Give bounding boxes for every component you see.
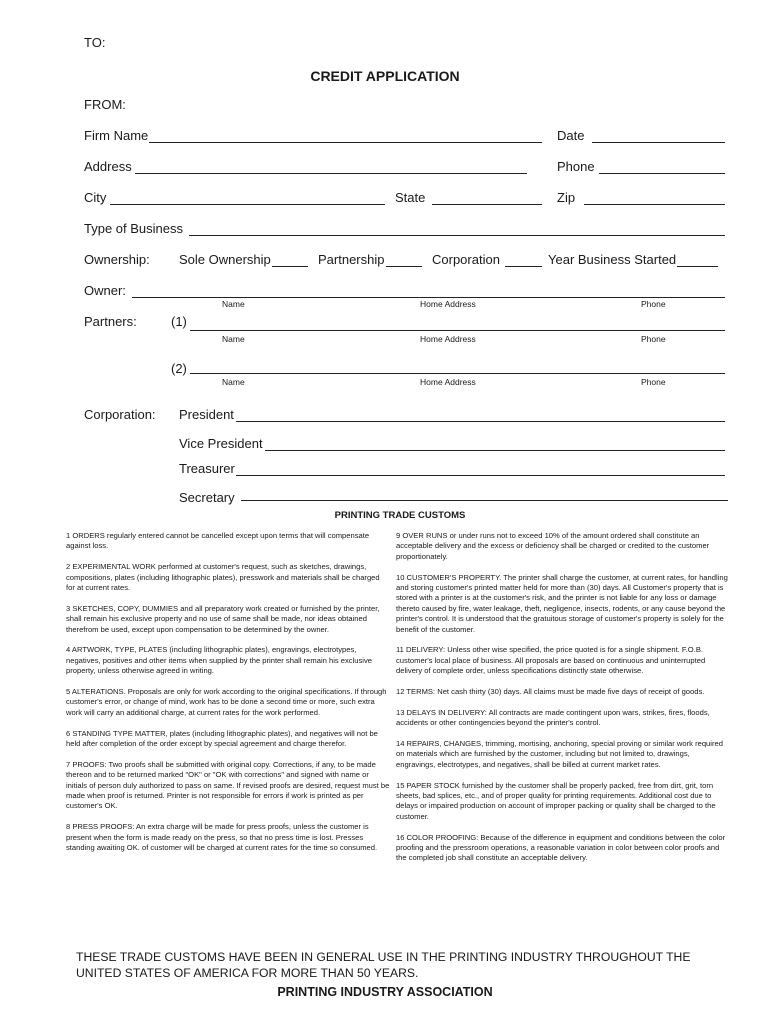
custom-item-16: 16 COLOR PROOFING: Because of the difference in equipment and conditions between the color proofing and the pressroom operations, a reasonable variation in color between color proofs and the completed job shall constitute an acceptable delivery.: [396, 832, 726, 863]
owner-field[interactable]: [132, 297, 725, 298]
customs-title: PRINTING TRADE CUSTOMS: [334, 510, 466, 521]
owner-phone-sublabel: Phone: [641, 299, 666, 309]
partner-1-home-address-sublabel: Home Address: [420, 334, 476, 344]
custom-item-8: 8 PRESS PROOFS: An extra charge will be made for press proofs, unless the customer is present when the form is made ready on the press, so that no press time is lost. Presses standing awaiting OK. of customer will be charged at current rates for the time so consumed.: [66, 822, 378, 853]
owner-name-sublabel: Name: [222, 299, 245, 309]
to-label: TO:: [84, 35, 106, 50]
date-label: Date: [557, 128, 585, 143]
type-of-business-label: Type of Business: [84, 221, 183, 236]
partnership-label: Partnership: [318, 252, 385, 267]
page-title: CREDIT APPLICATION: [310, 68, 460, 84]
corporation-option-field[interactable]: [505, 266, 542, 267]
firm-name-label: Firm Name: [84, 128, 149, 143]
owner-label: Owner:: [84, 283, 126, 298]
custom-item-9: 9 OVER RUNS or under runs not to exceed 10% of the amount ordered shall constitute an acceptable delivery and the excess or deficiency shall be charged or credited to the customer proportionately.: [396, 531, 710, 561]
address-label: Address: [84, 159, 132, 174]
partners-label: Partners:: [84, 314, 137, 329]
custom-item-15: 15 PAPER STOCK furnished by the customer shall be properly packed, free from dirt, grit, torn sheets, bad splices, etc., and of proper quality for printing requirements. Additional cost due to delays or impaired production on account of improper packing or quality shall be charged to the customer.: [396, 780, 716, 821]
sole-ownership-field[interactable]: [272, 266, 308, 267]
from-label: FROM:: [84, 97, 126, 112]
partner-1-name-sublabel: Name: [222, 334, 245, 344]
city-field[interactable]: [110, 204, 385, 205]
vice-president-field[interactable]: [265, 450, 725, 451]
treasurer-field[interactable]: [236, 475, 725, 476]
president-label: President: [179, 407, 234, 422]
ownership-label: Ownership:: [84, 252, 150, 267]
customs-left-column: [66, 531, 390, 864]
secretary-field[interactable]: [241, 500, 728, 501]
date-field[interactable]: [592, 142, 725, 143]
phone-label: Phone: [557, 159, 595, 174]
custom-item-4: 4 ARTWORK, TYPE, PLATES (including lithographic plates), engravings, electrotypes, negatives, positives and other items when supplied by the printer shall remain his exclusive property, unless otherwise agreed in writing.: [66, 645, 373, 676]
zip-label: Zip: [557, 190, 576, 205]
year-started-label: Year Business Started: [548, 252, 677, 267]
partner-1-field[interactable]: [190, 330, 725, 331]
phone-field[interactable]: [599, 173, 725, 174]
footer-statement: THESE TRADE CUSTOMS HAVE BEEN IN GENERAL USE IN THE PRINTING INDUSTRY THROUGHOUT THE UNITED STATES OF AMERICA FOR MORE THAN 50 YEARS.: [76, 950, 691, 980]
footer-association: PRINTING INDUSTRY ASSOCIATION: [277, 985, 493, 999]
custom-item-11: 11 DELIVERY: Unless other wise specified, the price quoted is for a single shipment. F.O.B. customer's local place of business. All proposals are based on continuous and uninterrupted delivery of complete order, unless specifications distinctly state otherwise.: [396, 645, 706, 676]
partner-1-label: (1): [171, 314, 187, 329]
year-started-field[interactable]: [677, 266, 718, 267]
partner-2-name-sublabel: Name: [222, 377, 245, 387]
partner-2-phone-sublabel: Phone: [641, 377, 666, 387]
custom-item-7: 7 PROOFS: Two proofs shall be submitted with original copy. Corrections, if any, to be made thereon and to be returned marked "OK" or "OK with corrections" and signed with name or initials of person duly authorized to pass on same. If revised proofs are desired, request must be made when proof is returned. Printer is not responsible for errors if work is printed as per customer's OK.: [66, 759, 390, 811]
address-field[interactable]: [135, 173, 527, 174]
owner-home-address-sublabel: Home Address: [420, 299, 476, 309]
state-label: State: [395, 190, 426, 205]
custom-item-5: 5 ALTERATIONS. Proposals are only for work according to the original specifications. If through customer's error, or change of mind, work has to be done a second time or more, such extra work will carry an additional charge, at current rates for the work performed.: [66, 687, 387, 717]
partner-2-field[interactable]: [190, 373, 725, 374]
sole-ownership-label: Sole Ownership: [179, 252, 271, 267]
treasurer-label: Treasurer: [179, 461, 235, 476]
type-of-business-field[interactable]: [189, 235, 725, 236]
partner-1-phone-sublabel: Phone: [641, 334, 666, 344]
custom-item-1: 1 ORDERS regularly entered cannot be cancelled except upon terms that will compensate against loss.: [66, 531, 370, 551]
firm-name-field[interactable]: [149, 142, 542, 143]
corporation-option-label: Corporation: [432, 252, 500, 267]
customs-right-column: [396, 531, 728, 874]
partner-2-home-address-sublabel: Home Address: [420, 377, 476, 387]
custom-item-3: 3 SKETCHES, COPY, DUMMIES and all preparatory work created or furnished by the printer, shall remain his exclusive property and no use of same shall be made, nor ideas obtained therefrom be used, except upon compensation to be determined by the owner.: [66, 603, 380, 634]
partner-2-label: (2): [171, 361, 187, 376]
secretary-label: Secretary: [179, 490, 235, 505]
custom-item-14: 14 REPAIRS, CHANGES, trimming, mortising, anchoring, special proving or similar work required on materials which are furnished by the customer, including but not limited to, drawings, engravings, electrotypes, and negatives, shall be billed at current market rates.: [396, 739, 723, 769]
custom-item-12: 12 TERMS: Net cash thirty (30) days. All claims must be made five days of receipt of goods.: [396, 687, 705, 697]
vice-president-label: Vice President: [179, 436, 263, 451]
custom-item-10: 10 CUSTOMER'S PROPERTY. The printer shall charge the customer, at current rates, for handling and storing customer's printed matter held for more than (30) days. All Customer's property that is stored with a printer is at the customer's risk, and the printer is not liable for any loss or damage thereto caused by fire, water leakage, theft, negligence, insects, rodents, or any cause beyond the printer's control. It is understood that the gratuitous storage of customer's property is solely for the benefit of the customer.: [396, 572, 728, 634]
state-field[interactable]: [432, 204, 542, 205]
zip-field[interactable]: [584, 204, 725, 205]
partnership-field[interactable]: [386, 266, 422, 267]
custom-item-6: 6 STANDING TYPE MATTER, plates (including lithographic plates), and negatives will not be held after completion of the order except by special agreement and charge therefor.: [66, 728, 378, 749]
president-field[interactable]: [236, 421, 725, 422]
corporation-label: Corporation:: [84, 407, 156, 422]
custom-item-13: 13 DELAYS IN DELIVERY: All contracts are made contingent upon wars, strikes, fires, floods, accidents or other contingencies beyond the printer's control.: [396, 707, 710, 728]
custom-item-2: 2 EXPERIMENTAL WORK performed at customer's request, such as sketches, drawings, compositions, plates (including lithographic plates), presswork and materials shall be charged for at current rates.: [66, 562, 380, 593]
city-label: City: [84, 190, 107, 205]
